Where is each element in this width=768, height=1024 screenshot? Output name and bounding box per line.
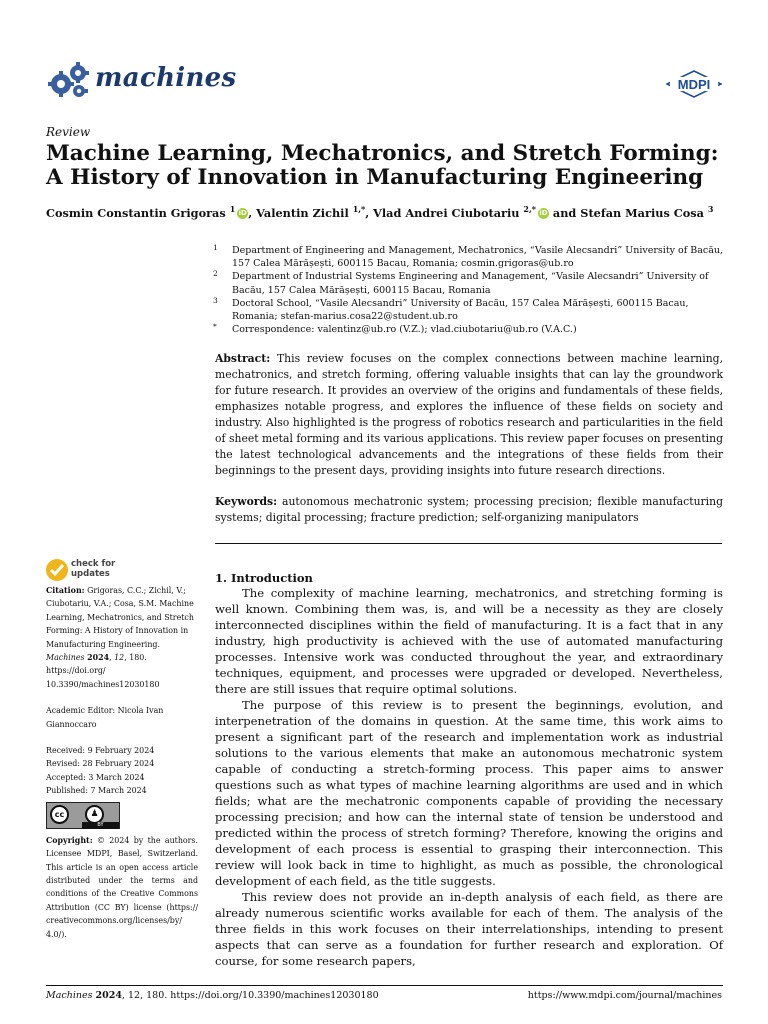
- keywords: [215, 494, 723, 526]
- journal-name: machines: [95, 63, 237, 93]
- affiliations: [213, 244, 728, 336]
- published-date: Published: 7 March 2024: [46, 786, 147, 796]
- affiliation-mark: 2: [213, 269, 218, 279]
- paragraph: The complexity of machine learning, mechatronics, and stretching forming is well known. Combining them was, is, and will be a necessity as they are closely interconnected disciplines within the field of manufacturing. It is a fact that in any industry, high productivity is achieved with the use of automated manufacturing processes. Intensive work was conducted throughout the year, and extraordinary techniques, equipment, and processes were upgraded or developed. Nevertheless, there are still issues that require optimal solutions.: [215, 586, 723, 696]
- article-title: [46, 142, 726, 190]
- citation-year: 2024: [87, 653, 110, 663]
- check-for-updates-button[interactable]: [46, 557, 166, 583]
- check-updates-icon: [46, 559, 68, 581]
- footer-citation: [46, 990, 379, 1001]
- citation-label: Citation:: [46, 586, 85, 595]
- footer-divider: [46, 985, 723, 986]
- academic-editor: Academic Editor: Nicola Ivan Giannoccaro: [46, 706, 164, 729]
- cc-icon: cc: [50, 805, 69, 824]
- check-updates-label: check for updates: [71, 559, 116, 579]
- journal-logo-gears-icon: [46, 58, 92, 102]
- author-3[interactable]: Vlad Andrei Ciubotariu: [373, 205, 520, 220]
- affiliation-mark: 1: [213, 243, 218, 252]
- article-type: Review: [46, 125, 91, 139]
- author-4[interactable]: Stefan Marius Cosa: [580, 205, 704, 220]
- orcid-icon[interactable]: iD: [238, 209, 247, 218]
- body-text: [215, 585, 723, 969]
- correspondence: [213, 323, 728, 336]
- accepted-date: Accepted: 3 March 2024: [46, 772, 145, 782]
- citation-text: Grigoras, C.C.; Zichil, V.; Ciubotariu, V.A.; Cosa, S.M. Machine Learning, Mechatronics, and Stretch Forming: A History of Innovation in Manufacturing Engineering.: [46, 586, 194, 649]
- citation: Citation: Grigoras, C.C.; Zichil, V.; Ciubotariu, V.A.; Cosa, S.M. Machine Learning, Mechatronics, and Stretch Forming: A History of Innovation in Manufacturing Engineering. Machines 2024, 12, 180. https://doi.org/ 10.3390/machines12030180: [46, 586, 194, 689]
- author-2-affil: 1,*: [352, 204, 366, 214]
- orcid-icon[interactable]: iD: [539, 209, 548, 218]
- abstract: [215, 351, 723, 479]
- copyright: [46, 834, 198, 941]
- mdpi-logo-icon[interactable]: [666, 70, 722, 98]
- affiliation-mark: 3: [213, 295, 218, 305]
- copyright-text: © 2024 by the authors. Licensee MDPI, Basel, Switzerland. This article is an open access article distributed under the terms and conditions of the Creative Commons Attribution (CC BY) license (https:// creativecommons.org/licenses/by/ 4.0/).: [46, 835, 198, 939]
- author-1[interactable]: Cosmin Constantin Grigoras: [46, 205, 226, 220]
- affiliation-item: [213, 297, 728, 323]
- affiliation-text: Department of Industrial Systems Engineering and Management, “Vasile Alecsandri” University of Bacău, 157 Calea Mărășești, 600115 Bacau, Romania: [232, 271, 709, 296]
- title-line-1: Machine Learning, Mechatronics, and Stretch Forming:: [46, 141, 719, 166]
- author-4-affil: 3: [707, 204, 714, 214]
- divider: [215, 543, 722, 544]
- copyright-label: Copyright:: [46, 835, 93, 845]
- received-date: Received: 9 February 2024: [46, 746, 155, 756]
- keywords-label: Keywords:: [215, 495, 278, 508]
- citation-journal: Machines: [46, 653, 85, 663]
- footer-journal: Machines: [46, 990, 93, 1001]
- footer-year: 2024: [95, 990, 122, 1001]
- affiliation-text: Department of Engineering and Management, Mechatronics, “Vasile Alecsandri” University of Bacău, 157 Calea Mărășești, 600115 Bacau, Romania; cosmin.grigoras@ub.ro: [232, 245, 724, 270]
- attribution-person-icon: ♟: [85, 805, 104, 824]
- paragraph: The purpose of this review is to present the beginnings, evolution, and interpenetration of the domains in question. At the same time, this work aims to present a significant part of the research and implementation work as industrial solutions to the various elements that make an autonomous mechatronic system capable of conducting a stretch-forming process. This paper aims to answer questions such as what types of machine learning algorithms are used and in which fields; what are the mechatronic components capable of providing the necessary processing precision; and how can the internal state of tension be understood and predicted within the process of stretch forming? Therefore, knowing the origins and development of each process is essential to grasping their interconnection. This review will look back in time to highlight, as much as possible, the chronological development of each field, as the title suggests.: [215, 698, 723, 888]
- article-info-sidebar: [46, 584, 198, 941]
- affiliation-item: [213, 270, 728, 296]
- paragraph: This review does not provide an in-depth analysis of each field, as there are already numerous scientific works available for each of them. The analysis of the three fields in this work focuses on their interrelationships, intending to present aspects that can serve as a foundation for further research and exploration. Of course, for some research papers,: [215, 890, 723, 968]
- citation-doi[interactable]: , 180. https://doi.org/ 10.3390/machines12030180: [46, 653, 160, 689]
- abstract-text: This review focuses on the complex connections between machine learning, mechatronics, and stretch forming, offering valuable insights that can lay the groundwork for future research. It provides an overview of the origins and fundamentals of these fields, emphasizes notable progress, and explores the influence of these fields on society and industry. Also highlighted is the progress of robotics research and particularities in the field of sheet metal forming and its various applications. This review paper focuses on presenting the latest technological advancements and the integrations of these fields from their beginnings to the present days, providing insights into future research directions.: [215, 352, 723, 477]
- by-label: BY: [82, 822, 119, 829]
- revised-date: Revised: 28 February 2024: [46, 759, 155, 769]
- footer-journal-url[interactable]: https://www.mdpi.com/journal/machines: [527, 990, 722, 1001]
- author-1-affil: 1: [229, 204, 236, 214]
- section-heading: 1. Introduction: [215, 571, 313, 585]
- author-list: Cosmin Constantin Grigoras $^1$ iD, Valentin Zichil $^{1,*}$, Vlad Andrei Ciubotariu $^{2,*}$ iD and Stefan Marius Cosa $^3$: [46, 204, 714, 220]
- cc-by-license-badge[interactable]: [46, 802, 120, 829]
- affiliation-text: Doctoral School, “Vasile Alecsandri” University of Bacău, 157 Calea Mărășești, 600115 Bacau, Romania; stefan-marius.cosa22@student.ub.ro: [232, 297, 689, 323]
- keywords-text: autonomous mechatronic system; processing precision; flexible manufacturing systems; digital processing; fracture prediction; self-organizing manipulators: [215, 495, 723, 524]
- title-line-2: A History of Innovation in Manufacturing Engineering: [46, 165, 704, 190]
- abstract-label: Abstract:: [215, 352, 271, 365]
- author-2[interactable]: Valentin Zichil: [256, 205, 349, 220]
- correspondence-text[interactable]: Correspondence: valentinz@ub.ro (V.Z.); vlad.ciubotariu@ub.ro (V.A.C.): [232, 324, 577, 336]
- svg-text:MDPI: MDPI: [677, 77, 711, 92]
- affiliation-mark: *: [213, 322, 217, 332]
- citation-volume: 12: [114, 653, 125, 663]
- affiliation-item: [213, 244, 728, 270]
- footer-doi[interactable]: , 12, 180. https://doi.org/10.3390/machines12030180: [121, 990, 379, 1001]
- author-3-affil: 2,*: [523, 204, 536, 214]
